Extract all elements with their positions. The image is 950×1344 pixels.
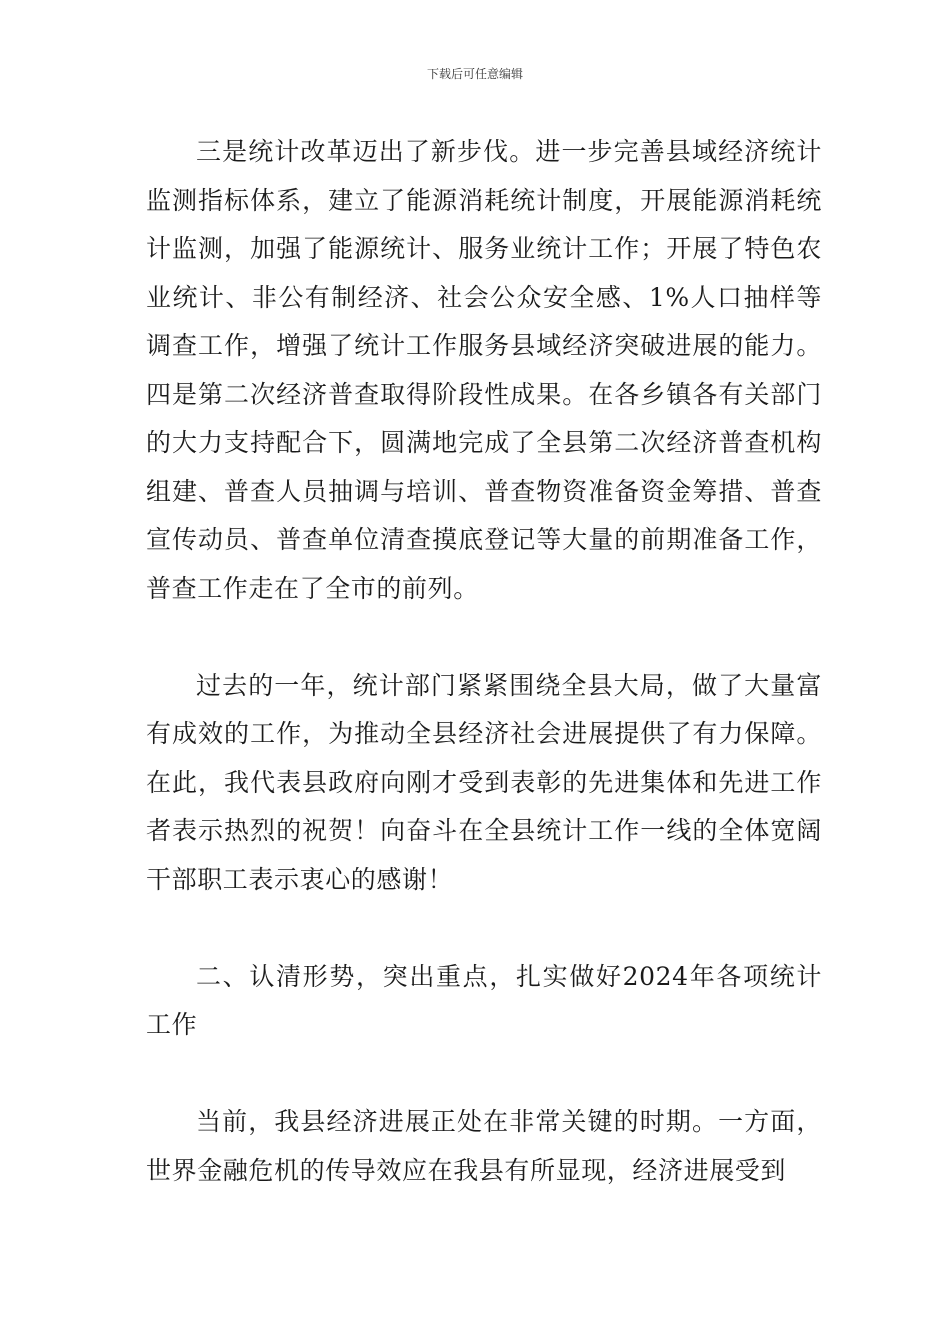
section-heading-two: 二、认清形势，突出重点，扎实做好2024年各项统计工作 [146,961,822,1039]
paragraph-spacer [146,613,822,662]
paragraph-spacer [146,1050,822,1099]
paragraph-spacer [146,904,822,953]
paragraph-current-situation: 当前，我县经济进展正处在非常关键的时期。一方面，世界金融危机的传导效应在我县有所显现，经济进展受到 [146,1107,822,1185]
paragraph-statistics-reform: 三是统计改革迈出了新步伐。进一步完善县域经济统计监测指标体系，建立了能源消耗统计制度，开展能源消耗统计监测，加强了能源统计、服务业统计工作；开展了特色农业统计、非公有制经济、社会公众安全感、1%人口抽样等调查工作，增强了统计工作服务县域经济突破进展的能力。四是第二次经济普查取得阶段性成果。在各乡镇各有关部门的大力支持配合下，圆满地完成了全县第二次经济普查机构组建、普查人员抽调与培训、普查物资准备资金筹措、普查宣传动员、普查单位清查摸底登记等大量的前期准备工作，普查工作走在了全市的前列。 [146,137,822,603]
document-body [146,128,822,1195]
paragraph-past-year-summary: 过去的一年，统计部门紧紧围绕全县大局，做了大量富有成效的工作，为推动全县经济社会进展提供了有力保障。在此，我代表县政府向刚才受到表彰的先进集体和先进工作者表示热烈的祝贺！向奋斗在全县统计工作一线的全体宽阔干部职工表示衷心的感谢！ [146,670,822,894]
page-header-note: 下载后可任意编辑 [426,67,523,81]
